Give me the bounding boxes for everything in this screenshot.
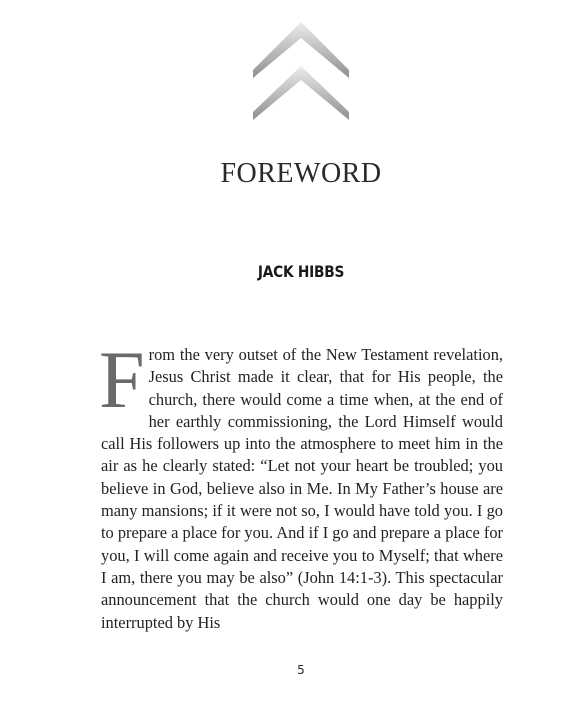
body-text-content: rom the very outset of the New Testament revelation, Jesus Christ made it clear, that for His people, the church, there would come a time when, at the end of her earthly commissioning, the Lord Himself would call His followers up into the atmosphere to meet him in the air as he clearly stated: “Let not your heart be troubled; you believe in God, believe also in Me. In My Father’s house are many mansions; if it were not so, I would have told you. I go to prepare a place for you. And if I go and prepare a place for you, I will come again and receive you to Myself; that where I am, there you may be also” (John 14:1-3). This spectacular announcement that the church would one day be happily interrupted by His <box>101 345 503 632</box>
body-paragraph <box>99 334 503 634</box>
author-name: JACK HIBBS <box>257 262 345 281</box>
drop-cap: F <box>99 334 145 425</box>
double-chevron-up-icon <box>253 22 349 122</box>
lower-chevron-shape <box>253 66 349 120</box>
page-number: 5 <box>297 663 305 677</box>
page-title: FOREWORD <box>220 158 382 189</box>
